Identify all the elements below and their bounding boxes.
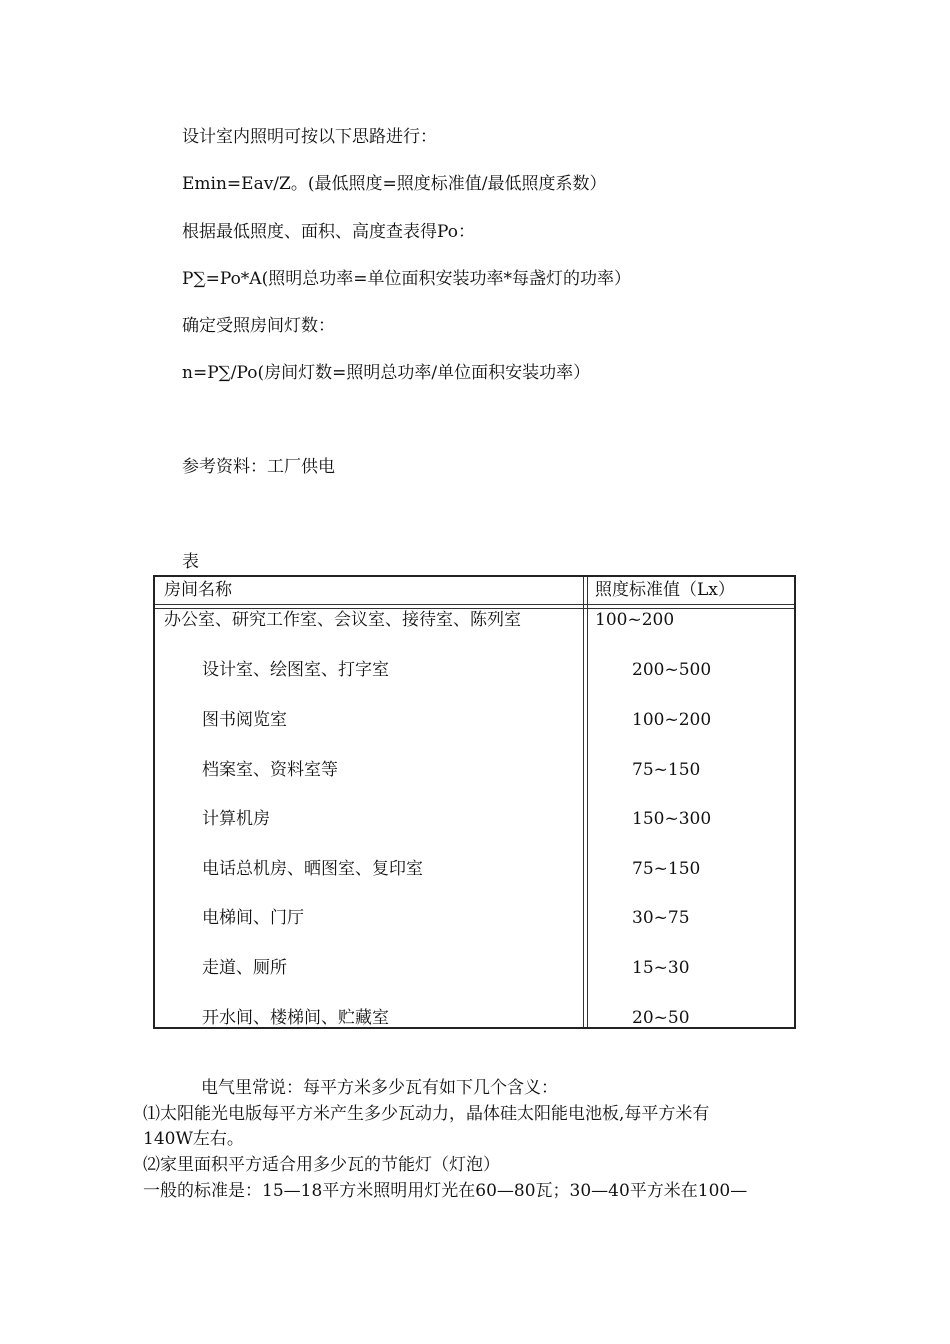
table-row-room: 开水间、楼梯间、贮藏室 xyxy=(202,1008,389,1028)
table-row-value: 100~200 xyxy=(632,710,712,730)
table-row-room: 办公室、研究工作室、会议室、接待室、陈列室 xyxy=(164,610,521,630)
table-row-room: 走道、厕所 xyxy=(202,958,287,978)
table-caption: 表 xyxy=(182,552,199,572)
header-illuminance: 照度标准值（Lx） xyxy=(595,580,735,600)
intro-line-5: 确定受照房间灯数： xyxy=(182,316,335,336)
table-row-room: 档案室、资料室等 xyxy=(202,760,338,780)
table-row-value: 30~75 xyxy=(632,908,690,928)
table-row-value: 20~50 xyxy=(632,1008,690,1028)
table-row-value: 100~200 xyxy=(595,610,675,630)
note-item-2: ⑵家里面积平方适合用多少瓦的节能灯（灯泡） xyxy=(143,1155,500,1175)
formula-min-illuminance: Emin=Eav/Z。(最低照度=照度标准值/最低照度系数） xyxy=(182,174,607,194)
column-divider xyxy=(583,577,588,1027)
table-row-value: 150~300 xyxy=(632,809,712,829)
table-row-room: 设计室、绘图室、打字室 xyxy=(202,660,389,680)
intro-line-3: 根据最低照度、面积、高度查表得Po： xyxy=(182,222,475,242)
table-row-room: 电梯间、门厅 xyxy=(202,908,304,928)
note-item-2-detail: 一般的标准是：15—18平方米照明用灯光在60—80瓦；30—40平方米在100— xyxy=(143,1181,748,1201)
note-item-1-line-2: 140W左右。 xyxy=(143,1129,244,1149)
table-row-value: 75~150 xyxy=(632,760,701,780)
table-row-room: 图书阅览室 xyxy=(202,710,287,730)
table-row-value: 15~30 xyxy=(632,958,690,978)
illuminance-table xyxy=(153,575,796,1029)
note-item-1-line-1: ⑴太阳能光电版每平方米产生多少瓦动力，晶体硅太阳能电池板,每平方米有 xyxy=(143,1104,710,1124)
formula-total-power: P∑=Po*A(照明总功率=单位面积安装功率*每盏灯的功率） xyxy=(182,269,631,289)
notes-heading: 电气里常说：每平方米多少瓦有如下几个含义： xyxy=(201,1078,558,1098)
intro-line-1: 设计室内照明可按以下思路进行： xyxy=(182,127,437,147)
reference-line: 参考资料：工厂供电 xyxy=(182,457,335,477)
table-row-value: 75~150 xyxy=(632,859,701,879)
table-row-value: 200~500 xyxy=(632,660,712,680)
formula-lamp-count: n=P∑/Po(房间灯数=照明总功率/单位面积安装功率） xyxy=(182,363,591,383)
header-room-name: 房间名称 xyxy=(164,580,232,600)
table-row-room: 电话总机房、晒图室、复印室 xyxy=(202,859,423,879)
table-row-room: 计算机房 xyxy=(202,809,270,829)
